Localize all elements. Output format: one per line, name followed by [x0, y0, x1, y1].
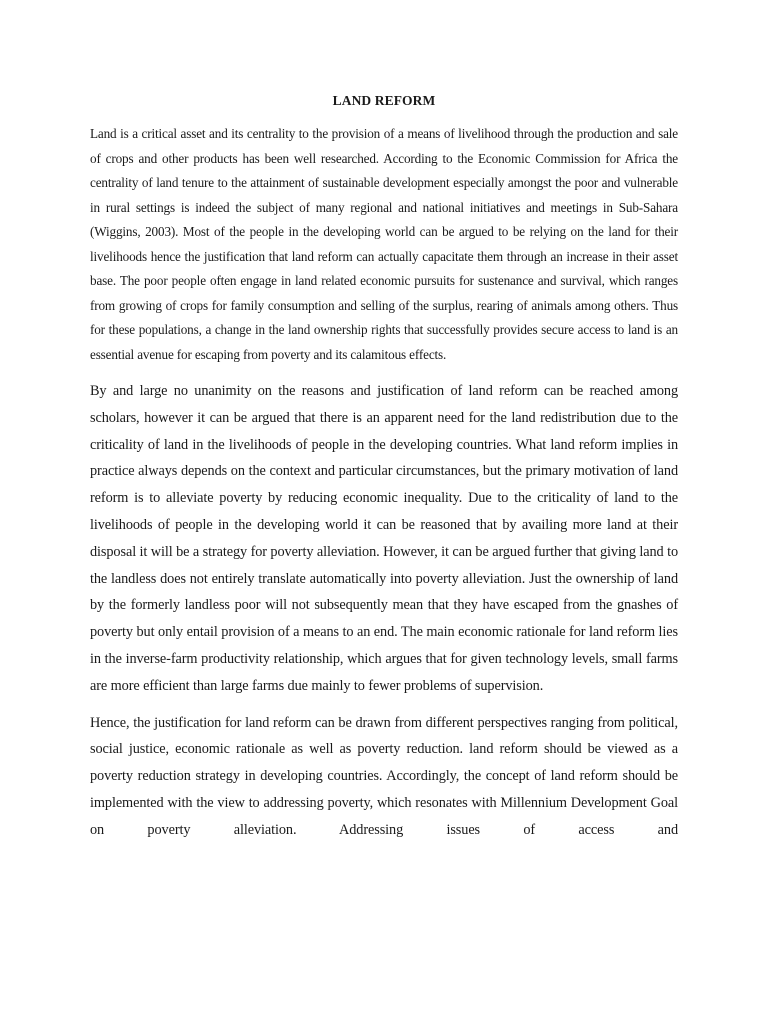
document-title: LAND REFORM [332, 93, 436, 108]
document-page [90, 93, 678, 844]
paragraph-2: By and large no unanimity on the reasons and justification of land reform can be reached among scholars, however it can be argued that there is an apparent need for the land redistribution due to the criticality of land in the livelihoods of people in the developing countries. What land reform implies in practice always depends on the context and particular circumstances, but the primary motivation of land reform is to alleviate poverty by reducing economic inequality. Due to the criticality of land to the livelihoods of people in the developing world it can be reasoned that by availing more land at their disposal it will be a strategy for poverty alleviation. However, it can be argued further that giving land to the landless does not entirely translate automatically into poverty alleviation. Just the ownership of land by the formerly landless poor will not subsequently mean that they have escaped from the gnashes of poverty but only entail provision of a means to an end. The main economic rationale for land reform lies in the inverse-farm productivity relationship, which argues that for given technology levels, small farms are more efficient than large farms due mainly to fewer problems of supervision. [90, 383, 678, 694]
paragraph-3: Hence, the justification for land reform can be drawn from different perspectives ranging from political, social justice, economic rationale as well as poverty reduction. land reform should be viewed as a poverty reduction strategy in developing countries. Accordingly, the concept of land reform should be implemented with the view to addressing poverty, which resonates with Millennium Development Goal on poverty alleviation. Addressing issues of access and [90, 714, 678, 838]
paragraph-1: Land is a critical asset and its centrality to the provision of a means of livelihood through the production and sale of crops and other products has been well researched. According to the Economic Commission for Africa the centrality of land tenure to the attainment of sustainable development especially amongst the poor and vulnerable in rural settings is indeed the subject of many regional and national initiatives and meetings in Sub-Sahara (Wiggins, 2003). Most of the people in the developing world can be argued to be relying on the land for their livelihoods hence the justification that land reform can actually capacitate them through an increase in their asset base. The poor people often engage in land related economic pursuits for sustenance and survival, which ranges from growing of crops for family consumption and selling of the surplus, rearing of animals among others. Thus for these populations, a change in the land ownership rights that successfully provides secure access to land is an essential avenue for escaping from poverty and its calamitous effects. [90, 126, 678, 362]
